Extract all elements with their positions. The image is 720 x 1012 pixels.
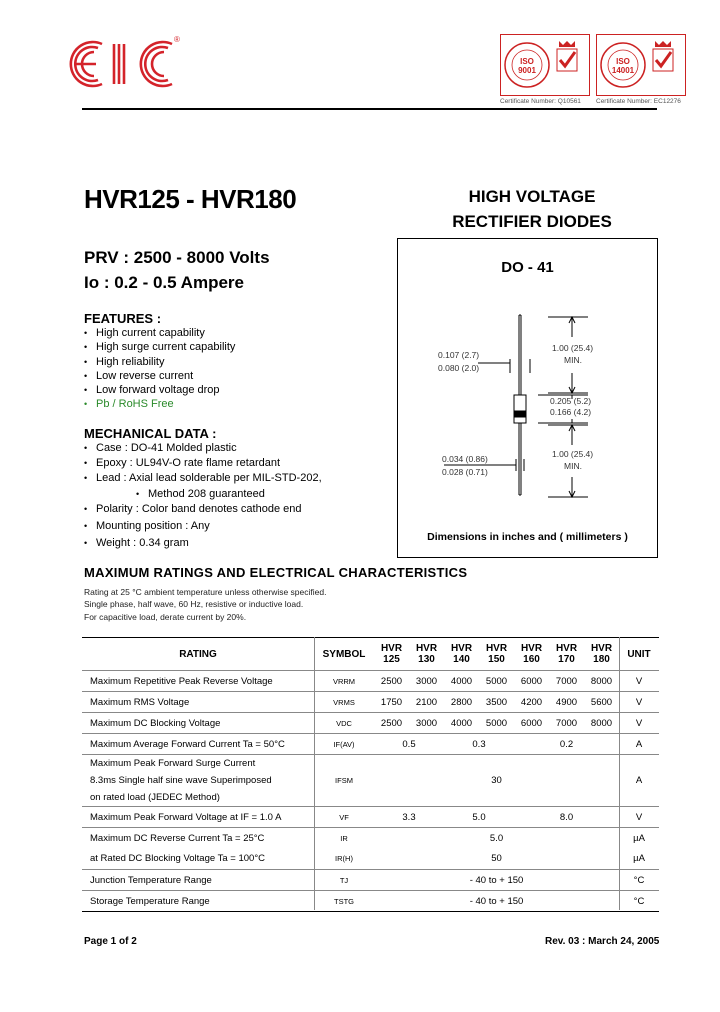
iso9001-badge xyxy=(500,34,590,96)
max-ratings-title: MAXIMUM RATINGS AND ELECTRICAL CHARACTERISTICS xyxy=(84,565,468,580)
features-heading: FEATURES : xyxy=(84,311,162,326)
header-symbol: SYMBOL xyxy=(322,648,366,660)
header-part: HVR 180 xyxy=(590,643,613,665)
svg-text:ISO: ISO xyxy=(616,57,630,66)
list-item-rohs: • Pb / RoHS Free xyxy=(84,397,235,411)
table-row: Maximum DC Blocking Voltage VDC 2500 3000 4000 5000 6000 7000 8000 V xyxy=(82,712,659,733)
list-item: • Lead : Axial lead solderable per MIL-STD-202, xyxy=(84,471,322,486)
mechanical-list xyxy=(84,441,322,551)
cert-label-2: Certificate Number: EC12276 xyxy=(596,98,681,105)
list-item: • Polarity : Color band denotes cathode end xyxy=(84,502,322,517)
iso14001-badge xyxy=(596,34,686,96)
list-item: • Low reverse current xyxy=(84,369,235,383)
rating-notes xyxy=(84,586,326,623)
package-diagram xyxy=(397,238,658,558)
list-item: • Weight : 0.34 gram xyxy=(84,536,322,551)
revision: Rev. 03 : March 24, 2005 xyxy=(545,936,660,947)
table-col-divider xyxy=(314,637,315,910)
list-item: • Epoxy : UL94V-O rate flame retardant xyxy=(84,456,322,471)
cert-label-1: Certificate Number: Q10561 xyxy=(500,98,581,105)
table-col-divider xyxy=(619,637,620,910)
eic-logo xyxy=(62,32,182,92)
table-row: Maximum Peak Forward Voltage at IF = 1.0 A VF 3.3 5.0 8.0 V xyxy=(82,806,659,827)
header-rating: RATING xyxy=(179,648,217,660)
header-divider xyxy=(82,108,657,110)
table-row: Storage Temperature Range TSTG - 40 to + 150 °C xyxy=(82,890,659,911)
list-item-continuation: • Method 208 guaranteed xyxy=(84,487,322,502)
subtitle-line1: HIGH VOLTAGE xyxy=(468,187,596,206)
svg-text:ISO: ISO xyxy=(520,57,534,66)
table-row: at Rated DC Blocking Voltage Ta = 100°C IR(H) 50 µA xyxy=(90,853,645,864)
dim-lead-top: 0.107 (2.7) xyxy=(438,350,480,360)
header-part: HVR 125 xyxy=(380,643,403,665)
header-part: HVR 140 xyxy=(450,643,473,665)
package-title: DO - 41 xyxy=(501,259,554,276)
dim-length-bot-min: MIN. xyxy=(564,461,582,471)
subtitle-line2: RECTIFIER DIODES xyxy=(452,212,612,231)
dim-body-top: 0.205 (5.2) xyxy=(550,396,592,406)
table-header-row xyxy=(82,638,659,670)
table-row: Maximum DC Reverse Current Ta = 25°C IR 5.0 µA xyxy=(82,827,659,848)
dim-body-bot: 0.166 (4.2) xyxy=(550,407,592,417)
package-caption: Dimensions in inches and ( millimeters ) xyxy=(427,531,628,543)
table-row: Junction Temperature Range TJ - 40 to + 150 °C xyxy=(82,869,659,890)
list-item: • High reliability xyxy=(84,355,235,369)
dim-length-top-min: MIN. xyxy=(564,355,582,365)
table-row: Maximum Repetitive Peak Reverse Voltage VRRM 2500 3000 4000 5000 6000 7000 8000 V xyxy=(82,670,659,691)
list-item: • Case : DO-41 Molded plastic xyxy=(84,441,322,456)
header-part: HVR 170 xyxy=(555,643,578,665)
header-part: HVR 160 xyxy=(520,643,543,665)
prv-spec: PRV : 2500 - 8000 Volts xyxy=(84,248,270,267)
header-part: HVR 150 xyxy=(485,643,508,665)
dim-lead-bot: 0.080 (2.0) xyxy=(438,363,480,373)
dim-wire-top: 0.034 (0.86) xyxy=(442,454,488,464)
table-row: Maximum Peak Forward Surge Current 8.3ms Single half sine wave Superimposed on rated load (JEDEC Method) IFSM 30 A xyxy=(82,754,659,806)
list-item: • High surge current capability xyxy=(84,340,235,354)
header-part: HVR 130 xyxy=(415,643,438,665)
dim-wire-bot: 0.028 (0.71) xyxy=(442,467,488,477)
dim-length-bot: 1.00 (25.4) xyxy=(552,449,594,459)
table-row: Maximum Average Forward Current Ta = 50°C IF(AV) 0.5 0.3 0.2 A xyxy=(82,733,659,754)
registered-mark: ® xyxy=(174,35,180,44)
svg-text:14001: 14001 xyxy=(611,66,635,75)
svg-text:9001: 9001 xyxy=(518,66,536,75)
mechanical-heading: MECHANICAL DATA : xyxy=(84,426,217,441)
note-line: Rating at 25 °C ambient temperature unless otherwise specified. xyxy=(84,587,327,597)
io-spec: Io : 0.2 - 0.5 Ampere xyxy=(84,273,244,292)
header-unit: UNIT xyxy=(627,648,651,660)
part-title: HVR125 - HVR180 xyxy=(84,184,297,214)
list-item: • Mounting position : Any xyxy=(84,519,322,534)
list-item: • Low forward voltage drop xyxy=(84,383,235,397)
features-list xyxy=(84,326,235,412)
table-row: Maximum RMS Voltage VRMS 1750 2100 2800 3500 4200 4900 5600 V xyxy=(82,691,659,712)
list-item: • High current capability xyxy=(84,326,235,340)
ratings-table xyxy=(82,637,659,912)
note-line: Single phase, half wave, 60 Hz, resistive or inductive load. xyxy=(84,599,304,610)
note-line: For capacitive load, derate current by 20%. xyxy=(84,611,247,622)
dim-length-top: 1.00 (25.4) xyxy=(552,343,594,353)
page-number: Page 1 of 2 xyxy=(84,936,137,947)
